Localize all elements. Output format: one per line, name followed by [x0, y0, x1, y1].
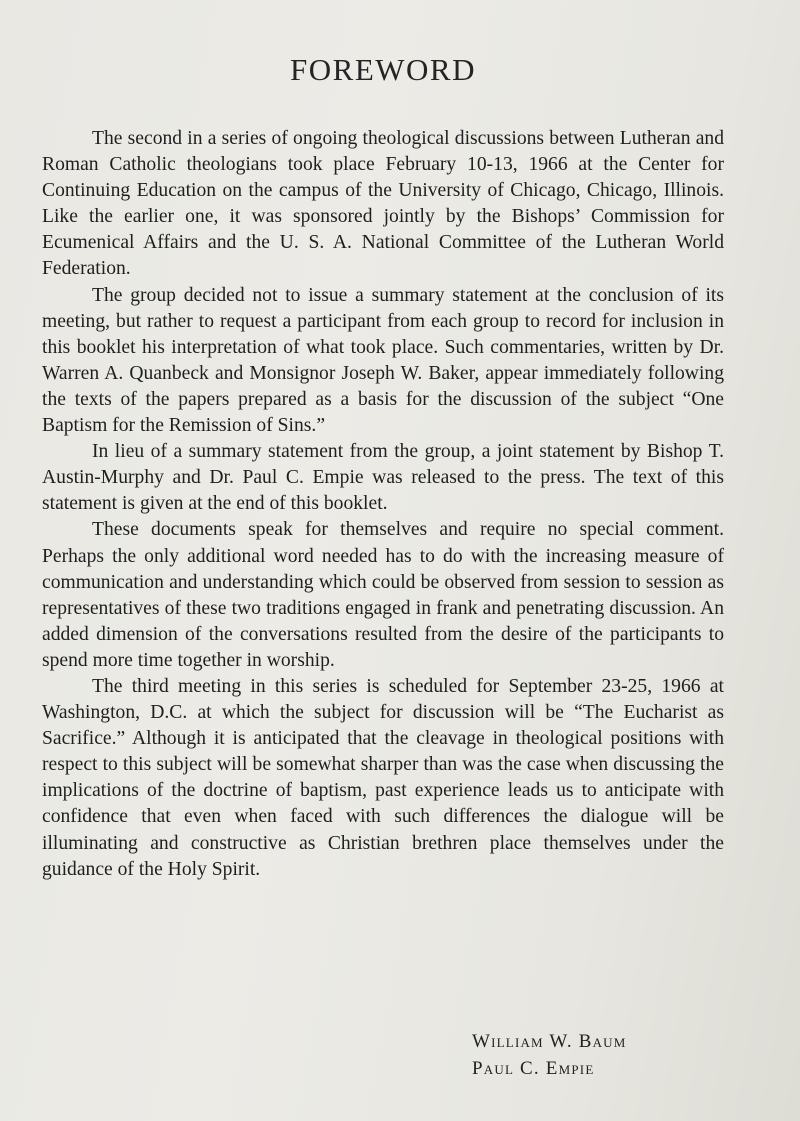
foreword-body [42, 126, 724, 883]
signature-block [472, 1028, 627, 1082]
signature-baum: William W. Baum [472, 1031, 627, 1052]
paragraph-1: The second in a series of ongoing theological discussions between Lutheran and Roman Catholic theologians took place February 10-13, 1966 at the Center for Continuing Education on the campus of the University of Chicago, Chicago, Illinois. Like the earlier one, it was sponsored jointly by the Bishops’ Commission for Ecumenical Affairs and the U. S. A. National Committee of the Lutheran World Federation. [42, 128, 724, 280]
signature-empie: Paul C. Empie [472, 1058, 595, 1079]
paragraph-3: In lieu of a summary statement from the group, a joint statement by Bishop T. Austin-Murphy and Dr. Paul C. Empie was released to the press. The text of this statement is given at the end of this booklet. [42, 441, 724, 515]
paragraph-5: The third meeting in this series is scheduled for September 23-25, 1966 at Washington, D.C. at which the subject for discussion will be “The Eucharist as Sacrifice.” Although it is anticipated that the cleavage in theological positions with respect to this subject will be somewhat sharper than was the case when discussing the implications of the doctrine of baptism, past experience leads us to anticipate with confidence that even when faced with such differences the dialogue will be illuminating and constructive as Christian brethren place themselves under the guidance of the Holy Spirit. [42, 675, 724, 880]
page-title: FOREWORD [290, 52, 476, 87]
document-page [42, 52, 724, 883]
paragraph-4: These documents speak for themselves and require no special comment. Perhaps the only additional word needed has to do with the increasing measure of communication and understanding which could be observed from session to session as representatives of these two traditions engaged in frank and penetrating discussion. An added dimension of the conversations resulted from the desire of the participants to spend more time together in worship. [42, 519, 724, 671]
paragraph-2: The group decided not to issue a summary statement at the conclusion of its meeting, but rather to request a participant from each group to record for inclusion in this booklet his interpretation of what took place. Such commentaries, written by Dr. Warren A. Quanbeck and Monsignor Joseph W. Baker, appear immediately following the texts of the papers prepared as a basis for the discussion of the subject “One Baptism for the Remission of Sins.” [42, 284, 724, 437]
